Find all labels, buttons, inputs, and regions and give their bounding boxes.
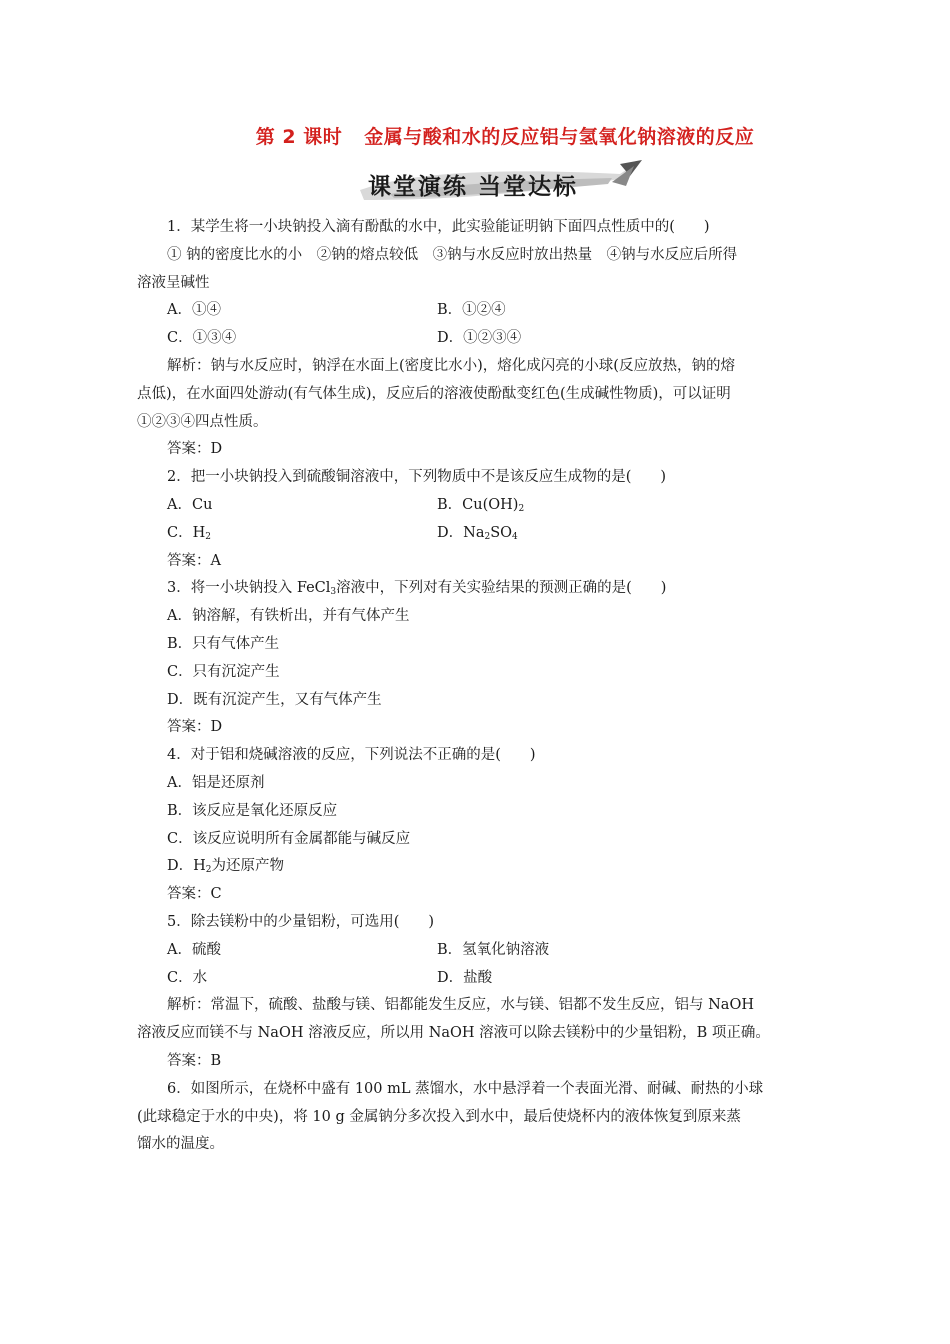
q6-stem-cont: (此球稳定于水的中央)，将 10 g 金属钠分多次投入到水中，最后使烧杯内的液体恢复到原来蒸 <box>137 1108 741 1125</box>
q5-option-b: B．氢氧化钠溶液 <box>437 941 550 958</box>
q5-option-a: A．硫酸 <box>167 941 221 958</box>
q5-answer: 答案：B <box>167 1052 222 1069</box>
q1-option-a: A．①④ <box>167 302 221 319</box>
q3-option-a: A．钠溶解，有铁析出，并有气体产生 <box>167 608 410 625</box>
q2-option-a: A．Cu <box>167 496 213 513</box>
q1-answer: 答案：D <box>167 441 223 458</box>
q1-analysis-cont: 点低)，在水面四处游动(有气体生成)，反应后的溶液使酚酞变红色(生成碱性物质)，可以证明 <box>137 385 731 402</box>
q2-stem: 2．把一小块钠投入到硫酸铜溶液中，下列物质中不是该反应生成物的是( ) <box>167 469 667 486</box>
q1-analysis-end: ①②③④四点性质。 <box>137 413 268 430</box>
q3-option-b: B．只有气体产生 <box>167 635 280 652</box>
q1-option-b: B．①②④ <box>437 302 506 319</box>
q1-statements: ① 钠的密度比水的小 ②钠的熔点较低 ③钠与水反应时放出热量 ④钠与水反应后所得 <box>167 246 738 263</box>
q1-option-d: D．①②③④ <box>437 330 522 347</box>
q5-options-cd <box>137 965 842 993</box>
q5-option-d: D．盐酸 <box>437 969 493 986</box>
q2-options-ab <box>137 492 842 520</box>
q5-option-c: C．水 <box>167 969 208 986</box>
banner-text: 课堂演练 当堂达标 <box>368 174 579 200</box>
q1-options-ab <box>137 297 842 325</box>
q4-option-a: A．铝是还原剂 <box>167 774 265 791</box>
q6-stem: 6．如图所示，在烧杯中盛有 100 mL 蒸馏水，水中悬浮着一个表面光滑、耐碱、耐热的小球 <box>167 1080 764 1097</box>
q1-analysis: 解析：钠与水反应时，钠浮在水面上(密度比水小)，熔化成闪亮的小球(反应放热，钠的熔 <box>167 357 735 374</box>
q1-statements-cont: 溶液呈碱性 <box>137 274 210 291</box>
q4-stem: 4．对于铝和烧碱溶液的反应，下列说法不正确的是( ) <box>167 747 536 764</box>
q1-options-cd <box>137 325 842 353</box>
lesson-number: 第 2 课时 <box>255 126 343 148</box>
q4-option-b: B．该反应是氧化还原反应 <box>167 802 338 819</box>
q4-option-c: C．该反应说明所有金属都能与碱反应 <box>167 830 411 847</box>
q4-answer: 答案：C <box>167 886 222 903</box>
q3-option-c: C．只有沉淀产生 <box>167 663 280 680</box>
section-banner <box>350 160 650 206</box>
q1-stem: 1．某学生将一小块钠投入滴有酚酞的水中，此实验能证明钠下面四点性质中的( ) <box>167 219 710 235</box>
q2-option-c: C．$H_2$ <box>167 524 211 542</box>
q2-option-d: D．$Na_2SO_4$ <box>437 524 518 542</box>
question-list <box>137 214 842 1159</box>
q2-options-cd <box>137 520 842 548</box>
lesson-topic: 金属与酸和水的反应铝与氢氧化钠溶液的反应 <box>364 126 755 148</box>
q1-option-c: C．①③④ <box>167 330 237 347</box>
q3-stem: 3．将一小块钠投入 FeCl$_3$溶液中，下列对有关实验结果的预测正确的是( ) <box>167 580 667 598</box>
lesson-title <box>0 122 950 149</box>
q3-option-d: D．既有沉淀产生，又有气体产生 <box>167 691 382 708</box>
q6-stem-end: 馏水的温度。 <box>137 1136 224 1153</box>
q2-answer: 答案：A <box>167 552 221 569</box>
q5-analysis: 解析：常温下，硫酸、盐酸与镁、铝都能发生反应，水与镁、铝都不发生反应，铝与 NaOH <box>167 997 754 1014</box>
q2-option-b: B．$Cu(OH)_2$ <box>437 496 525 514</box>
q5-analysis-cont: 溶液反应而镁不与 NaOH 溶液反应，所以用 NaOH 溶液可以除去镁粉中的少量铝粉，B 项正确。 <box>137 1025 770 1042</box>
q4-option-d: D．$H_2$为还原产物 <box>167 858 285 876</box>
q5-options-ab <box>137 937 842 965</box>
q3-answer: 答案：D <box>167 719 223 736</box>
q5-stem: 5．除去镁粉中的少量铝粉，可选用( ) <box>167 913 435 930</box>
